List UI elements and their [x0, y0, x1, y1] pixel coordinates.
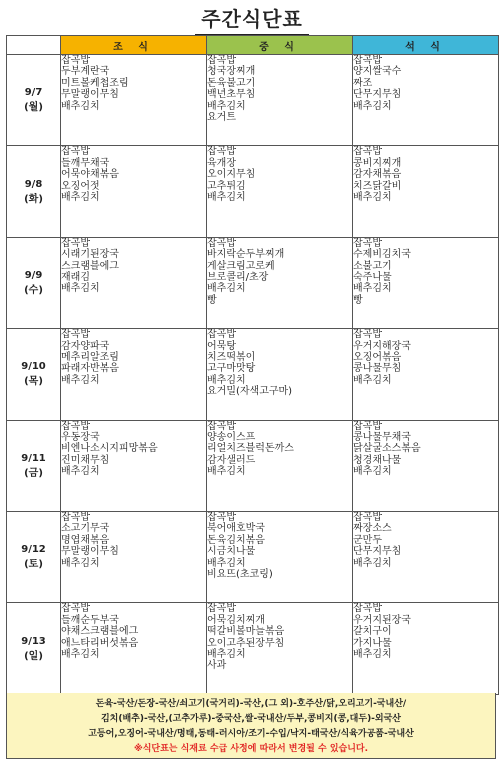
lunch-cell: [207, 329, 353, 420]
menu-item: 오이고추된장무침: [207, 637, 285, 649]
day-weekday: (화): [24, 193, 43, 205]
day-date: 9/11: [21, 452, 46, 464]
menu-item: 배추김치: [353, 557, 392, 569]
menu-item: 감자샐러드: [207, 454, 256, 466]
day-cell: [7, 329, 61, 420]
menu-item: 명엽채볶음: [61, 534, 110, 546]
day-row: [7, 146, 499, 237]
menu-item: 빵: [353, 294, 363, 306]
lunch-cell: [207, 237, 353, 328]
menu-item: 떡갈비볼마늘볶음: [207, 626, 285, 638]
menu-item: 잡곡밥: [353, 603, 382, 615]
menu-item: 가지나물: [353, 637, 392, 649]
menu-item: 배추김치: [353, 100, 392, 112]
menu-item: 배추김치: [207, 283, 246, 295]
day-date: 9/9: [24, 269, 43, 281]
menu-item: 배추김치: [207, 374, 246, 386]
day-cell: [7, 237, 61, 328]
weekly-menu-table: [6, 35, 499, 695]
lunch-cell: [207, 146, 353, 237]
menu-item: 배추김치: [61, 100, 100, 112]
menu-item: 군만두: [353, 534, 382, 546]
lunch-cell: [207, 511, 353, 602]
menu-item: 잡곡밥: [353, 237, 382, 249]
day-cell: [7, 603, 61, 694]
menu-item: 콩나물무침: [353, 363, 402, 375]
breakfast-header: 조 식: [61, 36, 207, 55]
menu-item: 치즈닭갈비: [353, 180, 402, 192]
menu-item: 배추김치: [61, 192, 100, 204]
menu-item: 잡곡밥: [61, 603, 90, 615]
lunch-header: 중 식: [207, 36, 353, 55]
origin-notice: [6, 693, 496, 759]
menu-item: 잡곡밥: [207, 329, 236, 341]
menu-item: 잡곡밥: [353, 420, 382, 432]
menu-item: 배추김치: [207, 466, 246, 478]
menu-item: 고추튀김: [207, 180, 246, 192]
menu-item: 잡곡밥: [61, 511, 90, 523]
menu-item: 닭살굴소스볶음: [353, 443, 421, 455]
origin-line-1: 돈육-국산/돈장-국산/쇠고기(국거리)-국산,(그 외)-호주산/닭,오리고기-국내산/: [95, 699, 407, 709]
origin-line-3: 고등어,오징어-국내산/명태,동태-러시아/조기-수입/낙지-태국산/식육가공품-국내산: [88, 729, 414, 739]
menu-item: 우거지된장국: [353, 614, 411, 626]
dinner-cell: [353, 329, 499, 420]
menu-item: 어묵야채볶음: [61, 169, 119, 181]
dinner-cell: [353, 146, 499, 237]
breakfast-cell: [61, 511, 207, 602]
breakfast-cell: [61, 55, 207, 146]
menu-item: 빵: [207, 294, 217, 306]
breakfast-cell: [61, 329, 207, 420]
menu-item: 짜조: [353, 77, 373, 89]
menu-item: 스크램블에그: [61, 260, 119, 272]
menu-item: 오징어볶음: [353, 351, 402, 363]
menu-item: 배추김치: [353, 192, 392, 204]
menu-item: 양송이스프: [207, 431, 256, 443]
menu-item: 들깨순두부국: [61, 614, 119, 626]
menu-item: 콩나물무채국: [353, 431, 411, 443]
menu-item: 잡곡밥: [61, 420, 90, 432]
day-date: 9/7: [24, 87, 43, 99]
menu-item: 짜장소스: [353, 523, 392, 535]
corner-cell: [7, 36, 61, 55]
menu-item: 단무지무침: [353, 89, 402, 101]
menu-item: 요거트: [207, 112, 236, 124]
day-weekday: (목): [24, 376, 43, 388]
header-row: [7, 36, 499, 55]
lunch-cell: [207, 603, 353, 694]
menu-item: 비엔나소시지피망볶음: [61, 443, 158, 455]
menu-item: 요거밀(자색고구마): [207, 386, 293, 398]
day-row: [7, 55, 499, 146]
menu-item: 메추리알조림: [61, 351, 119, 363]
day-weekday: (토): [24, 559, 43, 571]
menu-item: 잡곡밥: [207, 511, 236, 523]
menu-item: 소불고기: [353, 260, 392, 272]
menu-item: 잡곡밥: [207, 237, 236, 249]
menu-item: 양지쌀국수: [353, 66, 402, 78]
menu-item: 무말랭이무침: [61, 546, 119, 558]
menu-item: 감자채볶음: [353, 169, 402, 181]
day-weekday: (일): [24, 650, 43, 662]
day-cell: [7, 420, 61, 511]
menu-item: 백년초무침: [207, 89, 256, 101]
menu-item: 숙주나물: [353, 272, 392, 283]
menu-item: 파래자반볶음: [61, 363, 119, 375]
menu-item: 잡곡밥: [353, 511, 382, 523]
menu-item: 어묵탕: [207, 340, 236, 352]
menu-item: 잡곡밥: [353, 55, 382, 66]
menu-item: 배추김치: [353, 374, 392, 386]
page-title: 주간식단표: [0, 4, 504, 36]
origin-line-2: 김치(배추)-국산,(고추가루)-중국산,쌀-국내산/두부,콩비지(콩,대두)-외국산: [100, 714, 402, 724]
menu-item: 우동장국: [61, 431, 100, 443]
menu-item: 시래기된장국: [61, 249, 119, 261]
dinner-cell: [353, 420, 499, 511]
menu-item: 바지락순두부찌개: [207, 249, 285, 261]
day-date: 9/12: [21, 544, 46, 556]
menu-item: 게살크림고로케: [207, 260, 275, 272]
menu-item: 소고기무국: [61, 523, 110, 535]
menu-item: 배추김치: [207, 648, 246, 660]
day-cell: [7, 511, 61, 602]
menu-item: 잡곡밥: [207, 420, 236, 432]
day-cell: [7, 146, 61, 237]
dinner-cell: [353, 55, 499, 146]
day-weekday: (수): [24, 284, 43, 296]
change-warning: ※식단표는 식재료 수급 사정에 따라서 변경될 수 있습니다.: [133, 744, 369, 754]
menu-item: 배추김치: [353, 466, 392, 478]
menu-item: 들깨무채국: [61, 157, 110, 169]
menu-item: 배추김치: [207, 100, 246, 112]
day-row: [7, 237, 499, 328]
breakfast-cell: [61, 603, 207, 694]
dinner-header: 석 식: [353, 36, 499, 55]
menu-item: 콩비지찌개: [353, 157, 402, 169]
menu-item: 잡곡밥: [61, 237, 90, 249]
menu-item: 오징어젓: [61, 180, 100, 192]
menu-item: 사과: [207, 660, 227, 672]
day-date: 9/10: [21, 361, 46, 373]
menu-item: 브로콜리/초장: [207, 272, 269, 283]
menu-item: 잡곡밥: [61, 329, 90, 341]
menu-item: 청경채나물: [353, 454, 402, 466]
menu-item: 감자양파국: [61, 340, 110, 352]
menu-item: 배추김치: [353, 648, 392, 660]
menu-item: 두부계란국: [61, 66, 110, 78]
lunch-cell: [207, 55, 353, 146]
menu-item: 어묵김치찌개: [207, 614, 265, 626]
day-weekday: (월): [24, 102, 43, 114]
menu-item: 배추김치: [61, 374, 100, 386]
menu-item: 배추김치: [61, 466, 100, 478]
menu-item: 치즈떡볶이: [207, 351, 256, 363]
menu-item: 야채스크램블에그: [61, 626, 139, 638]
menu-item: 잡곡밥: [207, 55, 236, 66]
menu-item: 돈육김치볶음: [207, 534, 265, 546]
day-row: [7, 603, 499, 694]
menu-item: 갈치구이: [353, 626, 392, 638]
menu-item: 비요뜨(초코링): [207, 568, 273, 580]
menu-item: 오이지무침: [207, 169, 256, 181]
menu-item: 우거지해장국: [353, 340, 411, 352]
dinner-cell: [353, 237, 499, 328]
day-row: [7, 511, 499, 602]
menu-item: 리얼치즈블럭돈까스: [207, 443, 294, 455]
menu-item: 잡곡밥: [207, 603, 236, 615]
menu-item: 잡곡밥: [61, 146, 90, 158]
day-row: [7, 329, 499, 420]
menu-item: 잡곡밥: [207, 146, 236, 158]
menu-item: 배추김치: [61, 283, 100, 295]
menu-item: 수제비김치국: [353, 249, 411, 261]
breakfast-cell: [61, 146, 207, 237]
menu-item: 시금치나물: [207, 546, 256, 558]
breakfast-cell: [61, 237, 207, 328]
menu-item: 배추김치: [207, 192, 246, 204]
dinner-cell: [353, 511, 499, 602]
menu-item: 북어애호박국: [207, 523, 265, 535]
menu-item: 잡곡밥: [353, 146, 382, 158]
menu-item: 잡곡밥: [353, 329, 382, 341]
day-weekday: (금): [24, 467, 43, 479]
menu-item: 재래김: [61, 272, 90, 283]
menu-item: 진미채무침: [61, 454, 110, 466]
menu-item: 미트볼케첩조림: [61, 77, 129, 89]
lunch-cell: [207, 420, 353, 511]
menu-item: 배추김치: [61, 648, 100, 660]
menu-item: 무말랭이무침: [61, 89, 119, 101]
dinner-cell: [353, 603, 499, 694]
day-date: 9/8: [24, 178, 43, 190]
menu-item: 잡곡밥: [61, 55, 90, 66]
menu-item: 단무지무침: [353, 546, 402, 558]
breakfast-cell: [61, 420, 207, 511]
day-date: 9/13: [21, 635, 46, 647]
menu-item: 배추김치: [61, 557, 100, 569]
menu-item: 돈육불고기: [207, 77, 256, 89]
day-cell: [7, 55, 61, 146]
menu-item: 청국장찌개: [207, 66, 256, 78]
menu-item: 배추김치: [207, 557, 246, 569]
menu-item: 애느타리버섯볶음: [61, 637, 139, 649]
menu-item: 고구마맛탕: [207, 363, 256, 375]
menu-item: 육개장: [207, 157, 236, 169]
menu-item: 배추김치: [353, 283, 392, 295]
day-row: [7, 420, 499, 511]
